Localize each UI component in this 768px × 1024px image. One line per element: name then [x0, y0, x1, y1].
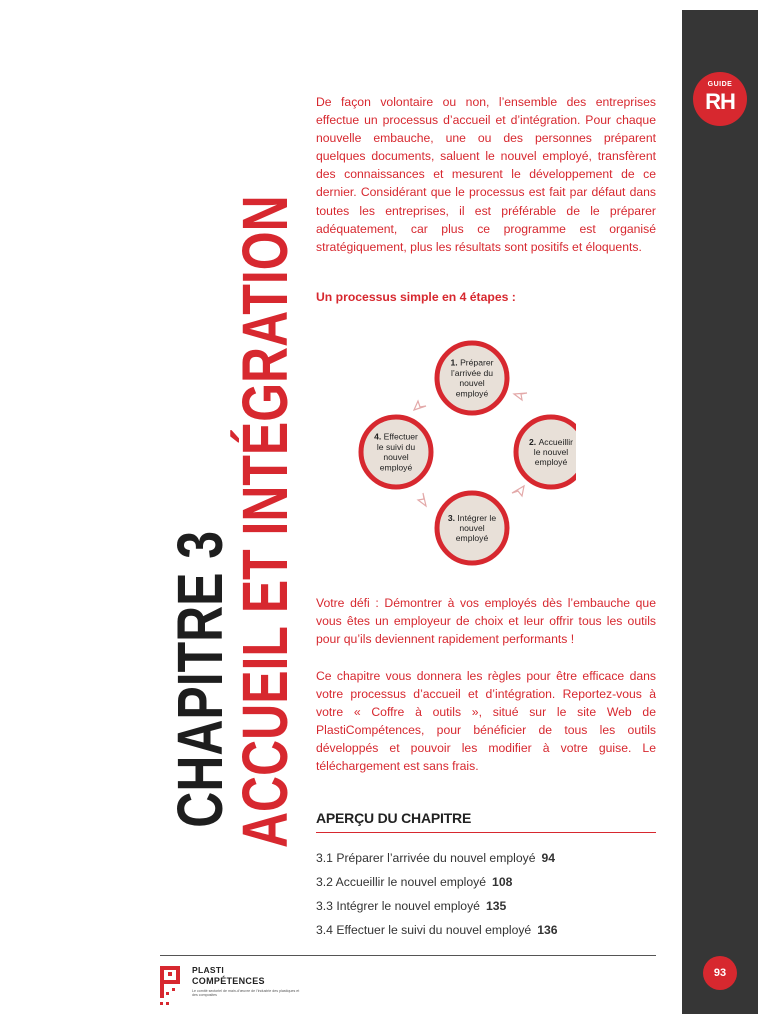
step-1-label-line: 1. Préparer: [450, 357, 494, 368]
arrow-4-to-1: [414, 401, 426, 410]
step-1-label-line: l’arrivée du: [450, 367, 494, 378]
step-4-label-line: employé: [379, 462, 413, 473]
step-3-label-line: 3. Intégrer le: [447, 512, 497, 523]
badge-label: GUIDE: [707, 81, 733, 88]
logo-line2: COMPÉTENCES: [192, 976, 265, 986]
badge-title: RH: [705, 89, 735, 114]
step-3-label-line: nouvel: [459, 523, 485, 533]
logo-line1: PLASTI: [192, 965, 225, 975]
toc-item-page: 136: [537, 923, 558, 937]
guide-rh-badge: [693, 72, 747, 126]
chapter-name: ACCUEIL ET INTÉGRATION: [229, 195, 301, 848]
step-4-label-line: le suivi du: [376, 441, 416, 452]
chapter-title: [164, 128, 301, 848]
step-2-label-line: le nouvel: [533, 447, 569, 457]
page-number: 93: [703, 956, 737, 990]
sidebar: [682, 10, 758, 1014]
chapter-note-paragraph: Ce chapitre vous donnera les règles pour être efficace dans votre processus d’accueil et d’intégration. Reportez-vous à votre « Coffre à outils », situé sur le site Web de PlastiCompétences, pour bénéficier de tous les outils développés et pouvoir les modifier à votre guise. Le téléchargement est sans frais.: [316, 669, 656, 774]
toc-item-page: 135: [485, 899, 507, 913]
step-2-label-line: 2. Accueillir: [529, 436, 573, 447]
step-2-label-line: employé: [534, 457, 568, 468]
toc-item-label: 3.2 Accueillir le nouvel employé: [316, 875, 487, 889]
toc-item-2[interactable]: [316, 870, 656, 894]
arrow-2-to-3: [512, 486, 524, 496]
toc-item-1[interactable]: [316, 846, 656, 870]
overview-divider: [316, 832, 656, 833]
step-1-label-line: employé: [455, 388, 489, 399]
toc-item-page: 108: [492, 875, 513, 889]
step-4-label-line: 4. Effectuer: [374, 431, 418, 442]
toc-item-label: 3.3 Intégrer le nouvel employé: [316, 899, 480, 913]
intro-paragraph: De façon volontaire ou non, l’ensemble des entreprises effectue un processus d’accueil et d’intégration. Pour chaque nouvelle embauche, une ou des personnes préparent quelques documents, saluent le nouvel employé, transfèrent des connaissances et mesurent le développement de ce dernier. Considérant que le processus est fait par défaut dans toutes les entreprises, il est préférable de le préparer adéquatement, car plus ce programme est organisé stratégiquement, plus les résultats sont positifs et éloquents.: [316, 95, 656, 254]
step-4-label-line: nouvel: [383, 452, 409, 463]
chapter-number: CHAPITRE 3: [164, 530, 236, 828]
process-diagram: [356, 336, 576, 568]
toc-item-label: 3.4 Effectuer le suivi du nouvel employé: [316, 923, 532, 937]
arrow-3-to-4: [418, 493, 426, 506]
toc-item-3[interactable]: [316, 894, 656, 918]
toc-item-label: 3.1 Préparer l’arrivée du nouvel employé: [316, 851, 536, 865]
overview-title: APERÇU DU CHAPITRE: [316, 810, 472, 826]
challenge-paragraph: Votre défi : Démontrer à vos employés dès l’embauche que vous êtes un employeur de choix et leur offrir tous les outils pour qu’ils deviennent rapidement performants !: [316, 596, 656, 647]
footer-divider: [160, 955, 656, 956]
toc-item-4[interactable]: [316, 918, 656, 942]
table-of-contents: [316, 846, 656, 942]
logo-tagline: Le comité sectoriel de main-d’œuvre de l’industrie des plastiques et des composites: [192, 989, 300, 998]
arrow-1-to-2: [514, 393, 527, 400]
step-3-label-line: employé: [455, 533, 489, 544]
toc-item-page: 94: [541, 851, 556, 865]
process-title: Un processus simple en 4 étapes :: [316, 290, 516, 304]
step-1-label-line: nouvel: [459, 378, 485, 389]
